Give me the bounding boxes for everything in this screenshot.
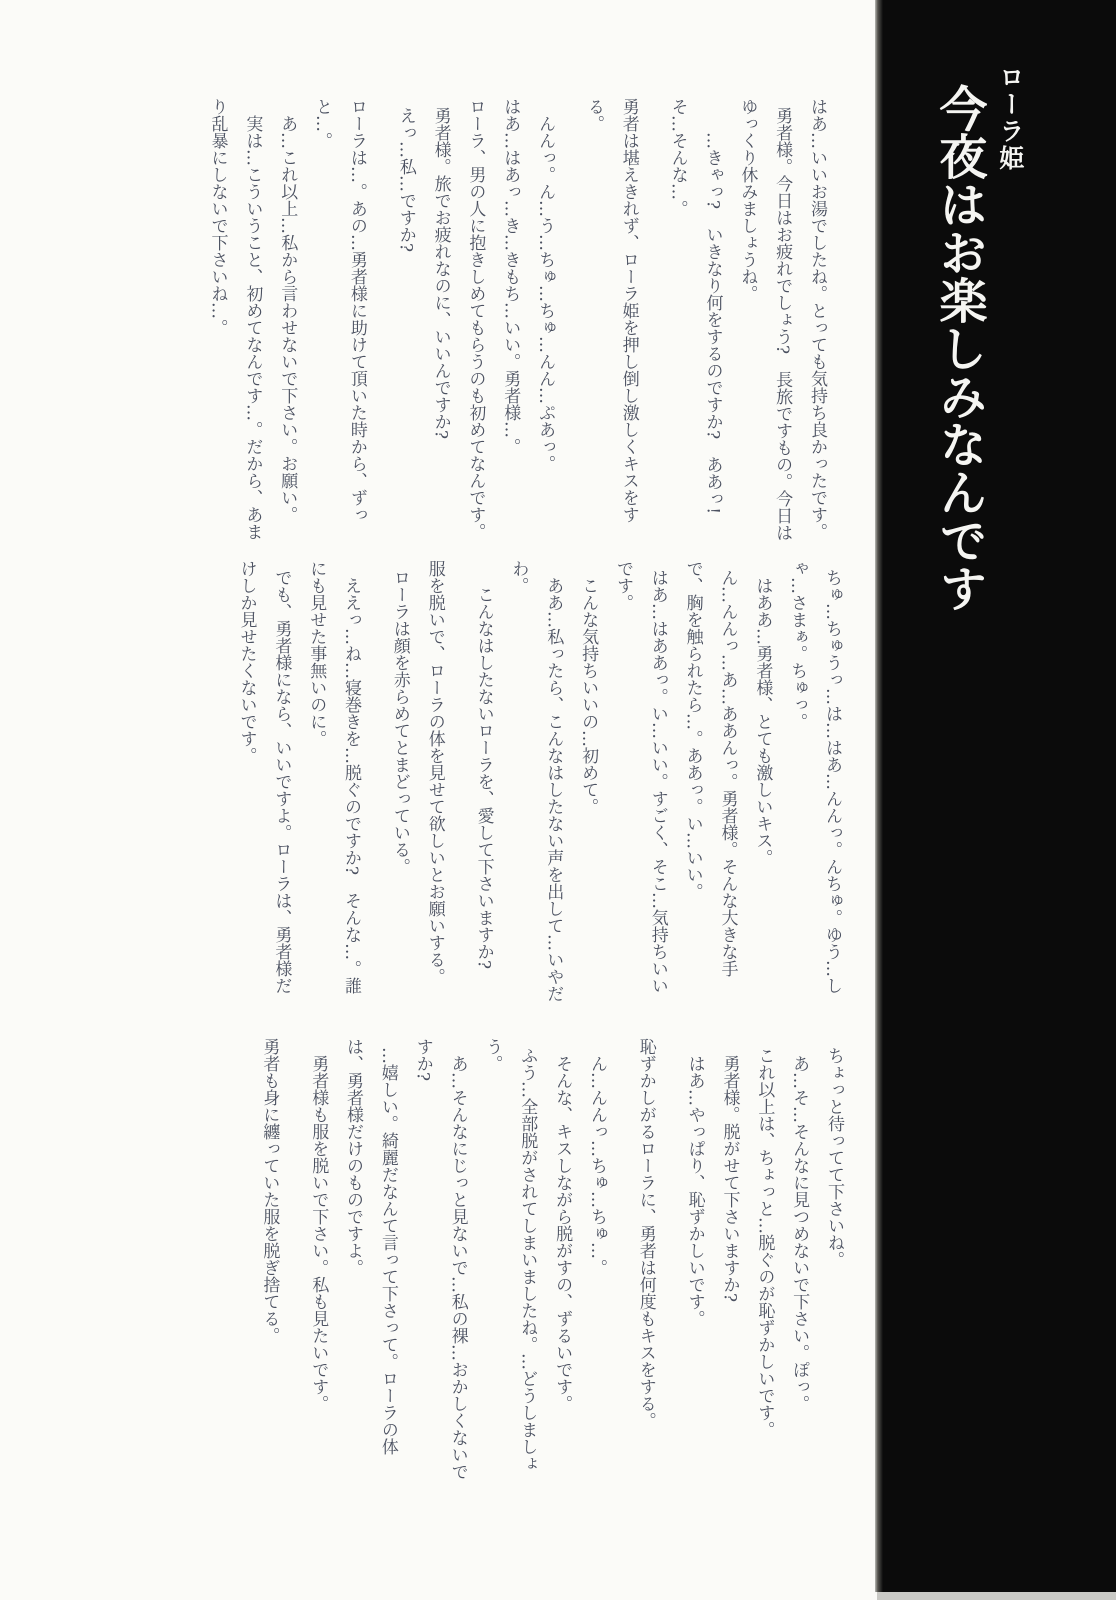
dialogue-line: …嬉しい。綺麗だなんて言って下さって。ローラの体は、勇者様だけのものですよ。 <box>343 1038 398 1455</box>
dialogue-line: ええっ…ね…寝巻きを…脱ぐのですか? そんな…。誰にも見せた事無いのに。 <box>306 560 362 995</box>
dialogue-line: こんなはしたないローラを、愛して下さいますか? <box>473 585 494 969</box>
dialogue-line: ふう…全部脱がされてしまいましたね。…どうしましょう。 <box>482 1038 538 1472</box>
dialogue-line: ああ…私ったら、こんなはしたない声を出して…いやだわ。 <box>508 560 564 1002</box>
dialogue-line: ローラ、男の人に抱きしめてもらうのも初めてなんです。 <box>465 98 486 540</box>
dialogue-line: そ…そんな…。 <box>667 98 688 217</box>
dialogue-line: あ…これ以上…私から言わせないで下さい。お願い。 <box>277 115 298 523</box>
dialogue-line: 勇者は堪えきれず、ローラ姫を押し倒し激しくキスをする。 <box>583 98 639 523</box>
dialogue-line: あ…そ…そんなに見つめないで下さい。ぽっ。 <box>789 1055 810 1412</box>
dialogue-line: 勇者様。脱がせて下さいますか? <box>719 1055 740 1303</box>
dialogue-line: 恥ずかしがるローラに、勇者は何度もキスをする。 <box>635 1038 656 1429</box>
dialogue-line: 勇者様も服を脱いで下さい。私も見たいです。 <box>308 1055 329 1412</box>
dialogue-line: んんっ。ん…う…ちゅ…ちゅ…んん…ぷあっ。 <box>535 115 556 472</box>
dialogue-line: ちゅ…ちゅうっ…は…はあ…んんっ。んちゅ。ゆう…しゃ…さまぁ。ちゅっ。 <box>787 560 842 994</box>
text-band-top <box>200 98 834 546</box>
dialogue-line: そんな、キスしながら脱がすの、ずるいです。 <box>552 1055 573 1412</box>
dialogue-line: 勇者様。旅でお疲れなのに、いいんですか? <box>430 106 451 439</box>
dialogue-line: でも、勇者様になら、いいですよ。ローラは、勇者様だけしか見せたくないです。 <box>236 560 292 994</box>
scan-edge <box>877 1592 1116 1600</box>
page-title: 今夜はお楽しみなんです <box>931 84 987 612</box>
dialogue-line: 実は…こういうこと、初めてなんです…。だから、あまり乱暴にしないで下さいね…。 <box>207 98 263 540</box>
dialogue-line: はあ…はあっ…き…きもち…いい。勇者様…。 <box>500 98 521 455</box>
text-band-middle <box>229 560 849 1008</box>
series-label: ローラ姫 <box>996 64 1025 172</box>
dialogue-line: ん…んんっ…ちゅ…ちゅ…。 <box>586 1055 607 1276</box>
text-band-bottom <box>252 1038 852 1486</box>
dialogue-line: ん…んんっ…あ…ああんっ。勇者様。そんな大きな手で、胸を触られたら…。ああっ。い…いい。 <box>682 560 738 977</box>
dialogue-line: これ以上は、ちょっと…脱ぐのが恥ずかしいです。 <box>754 1046 775 1438</box>
dialogue-line: ちょっと待ってて下さいね。 <box>824 1046 844 1268</box>
dialogue-line: はあ…はああっ。い…いい。すごく、そこ…気持ちいいです。 <box>612 560 668 994</box>
title-band <box>877 0 1116 1592</box>
dialogue-line: ローラは顔を赤らめてとまどっている。 <box>389 568 410 875</box>
dialogue-line: こんな気持ちいいの…初めて。 <box>578 577 599 815</box>
dialogue-line: はああ…勇者様、とても激しいキス。 <box>752 577 773 866</box>
dialogue-line: …きゃっ? いきなり何をするのですか? ああっ! <box>702 132 723 515</box>
dialogue-line: 服を脱いで、ローラの体を見せて欲しいとお願いする。 <box>424 560 445 985</box>
dialogue-line: 勇者様。今日はお疲れでしょう? 長旅ですもの。今日はゆっくり休みましょうね。 <box>737 98 793 541</box>
dialogue-line: 勇者も身に纏っていた服を脱ぎ捨てる。 <box>259 1038 280 1344</box>
dialogue-line: はあ…いいお湯でしたね。とっても気持ち良かったです。 <box>807 98 827 540</box>
dialogue-line: ローラは…。あの…勇者様に助けて頂いた時から、ずっと…。 <box>312 98 367 523</box>
dialogue-line: はあ…やっぱり、恥ずかしいです。 <box>684 1055 705 1327</box>
dialogue-line: えっ…私…ですか? <box>395 106 416 252</box>
dialogue-line: あ…そんなにじっと見ないで…私の裸…おかしくないですか? <box>412 1038 468 1480</box>
